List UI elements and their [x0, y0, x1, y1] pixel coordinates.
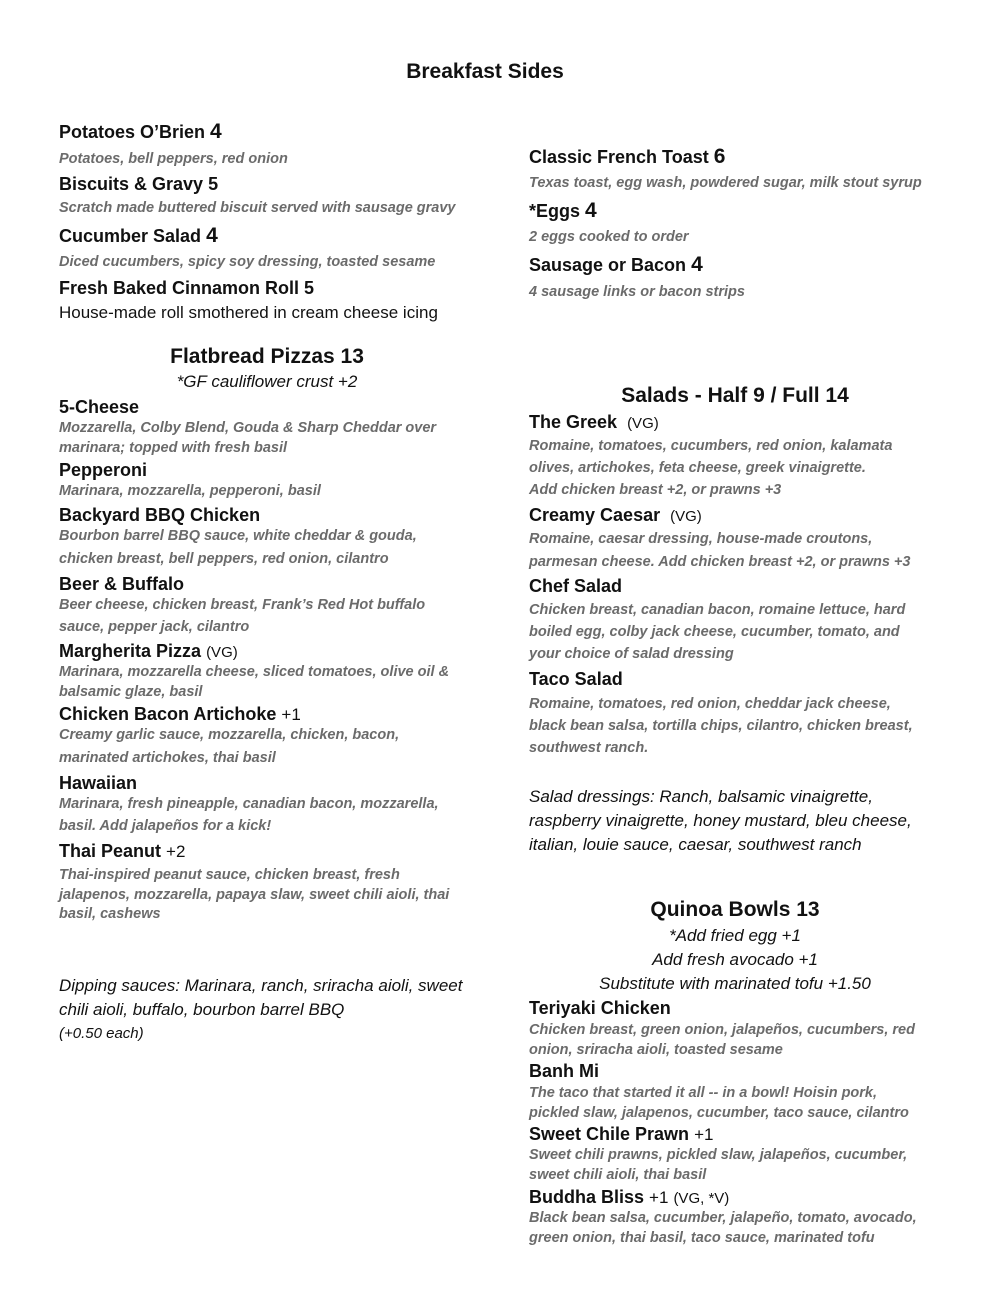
item-description: marinated artichokes, thai basil — [59, 750, 276, 766]
menu-item-teriyaki-chicken: Teriyaki Chicken — [529, 998, 671, 1018]
salad-dressings-note: italian, louie sauce, caesar, southwest ranch — [529, 835, 862, 854]
item-description: The taco that started it all -- in a bowl! Hoisin pork, — [529, 1085, 878, 1101]
menu-item-eggs: *Eggs 4 — [529, 199, 597, 222]
quinoa-bowls-title: Quinoa Bowls 13 — [650, 898, 820, 921]
menu-item-cinnamon-roll: Fresh Baked Cinnamon Roll 5 — [59, 278, 315, 298]
item-description: Romaine, caesar dressing, house-made croutons, — [529, 531, 873, 547]
item-description: chicken breast, bell peppers, red onion, cilantro — [59, 551, 389, 567]
item-description: Marinara, mozzarella cheese, sliced tomatoes, olive oil & — [59, 664, 450, 680]
item-description: southwest ranch. — [529, 740, 649, 756]
menu-item-sausage-bacon: Sausage or Bacon 4 — [529, 253, 703, 276]
salads-title: Salads - Half 9 / Full 14 — [621, 384, 849, 407]
item-description: parmesan cheese. Add chicken breast +2, or prawns +3 — [529, 554, 911, 570]
item-description: balsamic glaze, basil — [59, 684, 203, 700]
item-description: Marinara, mozzarella, pepperoni, basil — [59, 483, 321, 499]
menu-item-biscuits-gravy: Biscuits & Gravy 5 — [59, 174, 219, 194]
dipping-sauces-note: chili aioli, buffalo, bourbon barrel BBQ — [59, 1000, 345, 1019]
menu-item-chef-salad: Chef Salad — [529, 576, 623, 596]
menu-item-creamy-caesar: Creamy Caesar (VG) — [529, 505, 702, 525]
salad-dressings-note: Salad dressings: Ranch, balsamic vinaigrette, — [529, 787, 873, 806]
item-description: Beer cheese, chicken breast, Frank’s Red Hot buffalo — [59, 597, 426, 613]
salad-dressings-note: raspberry vinaigrette, honey mustard, bleu cheese, — [529, 811, 912, 830]
item-description: Scratch made buttered biscuit served with sausage gravy — [59, 200, 456, 216]
item-description: 4 sausage links or bacon strips — [529, 284, 745, 300]
menu-item-french-toast: Classic French Toast 6 — [529, 145, 726, 168]
item-description: onion, sriracha aioli, toasted sesame — [529, 1042, 783, 1058]
item-description: Potatoes, bell peppers, red onion — [59, 151, 288, 167]
dipping-sauces-price: (+0.50 each) — [59, 1025, 144, 1042]
dipping-sauces-note: Dipping sauces: Marinara, ranch, sriracha aioli, sweet — [59, 976, 463, 995]
item-description: basil. Add jalapeños for a kick! — [59, 818, 272, 834]
quinoa-note: Substitute with marinated tofu +1.50 — [599, 974, 871, 993]
item-description: olives, artichokes, feta cheese, greek vinaigrette. — [529, 460, 866, 476]
menu-item-banh-mi: Banh Mi — [529, 1061, 599, 1081]
item-description: basil, cashews — [59, 906, 161, 922]
item-description: Sweet chili prawns, pickled slaw, jalapeños, cucumber, — [529, 1147, 908, 1163]
item-description: black bean salsa, tortilla chips, cilantro, chicken breast, — [529, 718, 913, 734]
menu-item-thai-peanut: Thai Peanut +2 — [59, 841, 186, 861]
item-description: Chicken breast, canadian bacon, romaine lettuce, hard — [529, 602, 906, 618]
item-description: House-made roll smothered in cream cheese icing — [59, 303, 438, 322]
item-description: Texas toast, egg wash, powdered sugar, milk stout syrup — [529, 175, 922, 191]
item-description: boiled egg, colby jack cheese, cucumber, tomato, and — [529, 624, 900, 640]
menu-item-greek-salad: The Greek (VG) — [529, 412, 659, 432]
item-description: Romaine, tomatoes, red onion, cheddar jack cheese, — [529, 696, 891, 712]
menu-item-potatoes: Potatoes O’Brien 4 — [59, 120, 222, 143]
item-description: Creamy garlic sauce, mozzarella, chicken, bacon, — [59, 727, 400, 743]
item-description: Chicken breast, green onion, jalapeños, cucumbers, red — [529, 1022, 915, 1038]
menu-item-bbq-chicken: Backyard BBQ Chicken — [59, 505, 261, 525]
menu-item-pepperoni: Pepperoni — [59, 460, 148, 480]
menu-item-beer-buffalo: Beer & Buffalo — [59, 574, 185, 594]
item-description: marinara; topped with fresh basil — [59, 440, 288, 456]
item-description: 2 eggs cooked to order — [529, 229, 689, 245]
item-description: sauce, pepper jack, cilantro — [59, 619, 250, 635]
flatbread-title: Flatbread Pizzas 13 — [170, 345, 364, 368]
item-description: your choice of salad dressing — [529, 646, 734, 662]
menu-item-buddha-bliss: Buddha Bliss +1 (VG, *V) — [529, 1187, 730, 1207]
item-description: green onion, thai basil, taco sauce, marinated tofu — [529, 1230, 875, 1246]
quinoa-note: Add fresh avocado +1 — [652, 950, 818, 969]
menu-item-sweet-chile-prawn: Sweet Chile Prawn +1 — [529, 1124, 714, 1144]
item-description: Black bean salsa, cucumber, jalapeño, tomato, avocado, — [529, 1210, 917, 1226]
item-description: Diced cucumbers, spicy soy dressing, toasted sesame — [59, 254, 436, 270]
item-description: Marinara, fresh pineapple, canadian bacon, mozzarella, — [59, 796, 439, 812]
item-description: pickled slaw, jalapenos, cucumber, taco sauce, cilantro — [529, 1105, 909, 1121]
item-description: Thai-inspired peanut sauce, chicken breast, fresh — [59, 867, 400, 883]
menu-item-cucumber-salad: Cucumber Salad 4 — [59, 224, 218, 247]
item-description: Add chicken breast +2, or prawns +3 — [529, 482, 782, 498]
item-description: Mozzarella, Colby Blend, Gouda & Sharp Cheddar over — [59, 420, 437, 436]
breakfast-sides-title: Breakfast Sides — [406, 60, 564, 83]
quinoa-note: *Add fried egg +1 — [669, 926, 801, 945]
flatbread-subtitle: *GF cauliflower crust +2 — [176, 372, 358, 391]
menu-item-hawaiian: Hawaiian — [59, 773, 138, 793]
menu-item-5-cheese: 5-Cheese — [59, 397, 140, 417]
menu-item-margherita: Margherita Pizza (VG) — [59, 641, 238, 661]
item-description: Romaine, tomatoes, cucumbers, red onion, kalamata — [529, 438, 893, 454]
item-description: jalapenos, mozzarella, papaya slaw, sweet chili aioli, thai — [59, 887, 450, 903]
item-description: sweet chili aioli, thai basil — [529, 1167, 707, 1183]
menu-item-taco-salad: Taco Salad — [529, 669, 623, 689]
menu-item-chicken-bacon-artichoke: Chicken Bacon Artichoke +1 — [59, 704, 301, 724]
item-description: Bourbon barrel BBQ sauce, white cheddar & gouda, — [59, 528, 417, 544]
